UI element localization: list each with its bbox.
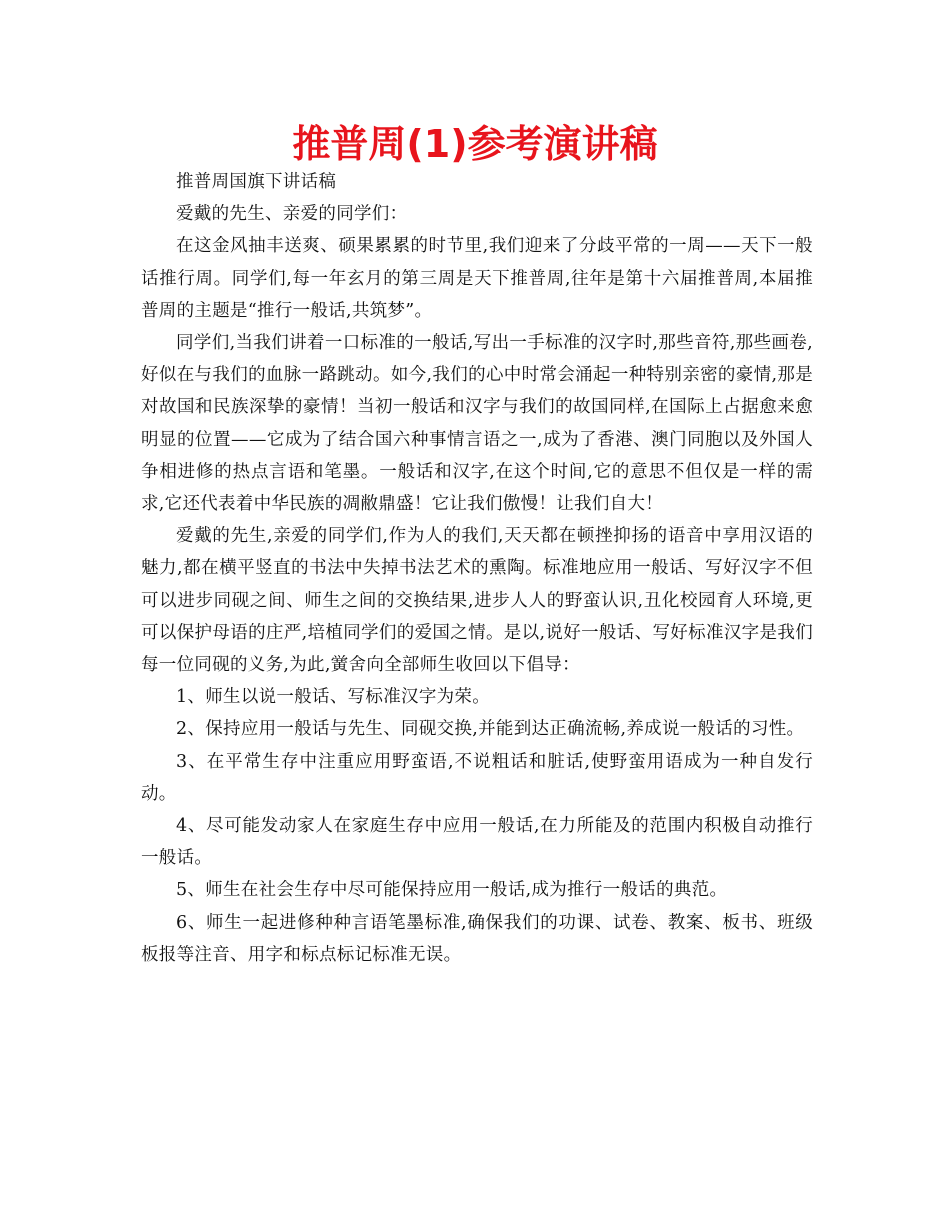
paragraph-proposal: 爱戴的先生,亲爱的同学们,作为人的我们,天天都在顿挫抑扬的语音中享用汉语的魅力,都在横平竖直的书法中失掉书法艺术的熏陶。标准地应用一般话、写好汉字不但可以进步同砚之间、师生之间的交换结果,进步人人的野蛮认识,丑化校园育人环境,更可以保护母语的庄严,培植同学们的爱国之情。是以,说好一般话、写好标准汉字是我们每一位同砚的义务,为此,黉舍向全部师生收回以下倡导： — [141, 526, 813, 676]
proposal-item-2: 2、保持应用一般话与先生、同砚交换,并能到达正确流畅,养成说一般话的习性。 — [176, 719, 805, 740]
document-body — [141, 166, 813, 971]
proposal-item-1: 1、师生以说一般话、写标准汉字为荣。 — [176, 687, 491, 708]
paragraph-language-pride: 同学们,当我们讲着一口标准的一般话,写出一手标准的汉字时,那些音符,那些画卷,好似在与我们的血脉一路跳动。如今,我们的心中时常会涌起一种特别亲密的豪情,那是对故国和民族深挚的豪情！当初一般话和汉字与我们的故国同样,在国际上占据愈来愈明显的位置——它成为了结合国六种事情言语之一,成为了香港、澳门同胞以及外国人争相进修的热点言语和笔墨。一般话和汉字,在这个时间,它的意思不但仅是一样的需求,它还代表着中华民族的凋敝鼎盛！它让我们傲慢！让我们自大！ — [141, 333, 813, 515]
proposal-item-6: 6、师生一起进修种种言语笔墨标准,确保我们的功课、试卷、教案、板书、班级板报等注音、用字和标点标记标准无误。 — [141, 912, 813, 965]
proposal-item-5: 5、师生在社会生存中尽可能保持应用一般话,成为推行一般话的典范。 — [176, 880, 728, 901]
speech-heading: 推普周国旗下讲话稿 — [176, 172, 337, 192]
paragraph-intro: 在这金风抽丰送爽、硕果累累的时节里,我们迎来了分歧平常的一周——天下一般话推行周。同学们,每一年玄月的第三周是天下推普周,往年是第十六届推普周,本届推普周的主题是“推行一般话,共筑梦”。 — [141, 236, 813, 321]
proposal-item-3: 3、在平常生存中注重应用野蛮语,不说粗话和脏话,使野蛮用语成为一种自发行动。 — [141, 751, 813, 804]
document-title: 推普周(1)参考演讲稿 — [292, 122, 658, 166]
salutation: 爱戴的先生、亲爱的同学们： — [176, 204, 408, 225]
proposal-item-4: 4、尽可能发动家人在家庭生存中应用一般话,在力所能及的范围内积极自动推行一般话。 — [141, 816, 813, 869]
